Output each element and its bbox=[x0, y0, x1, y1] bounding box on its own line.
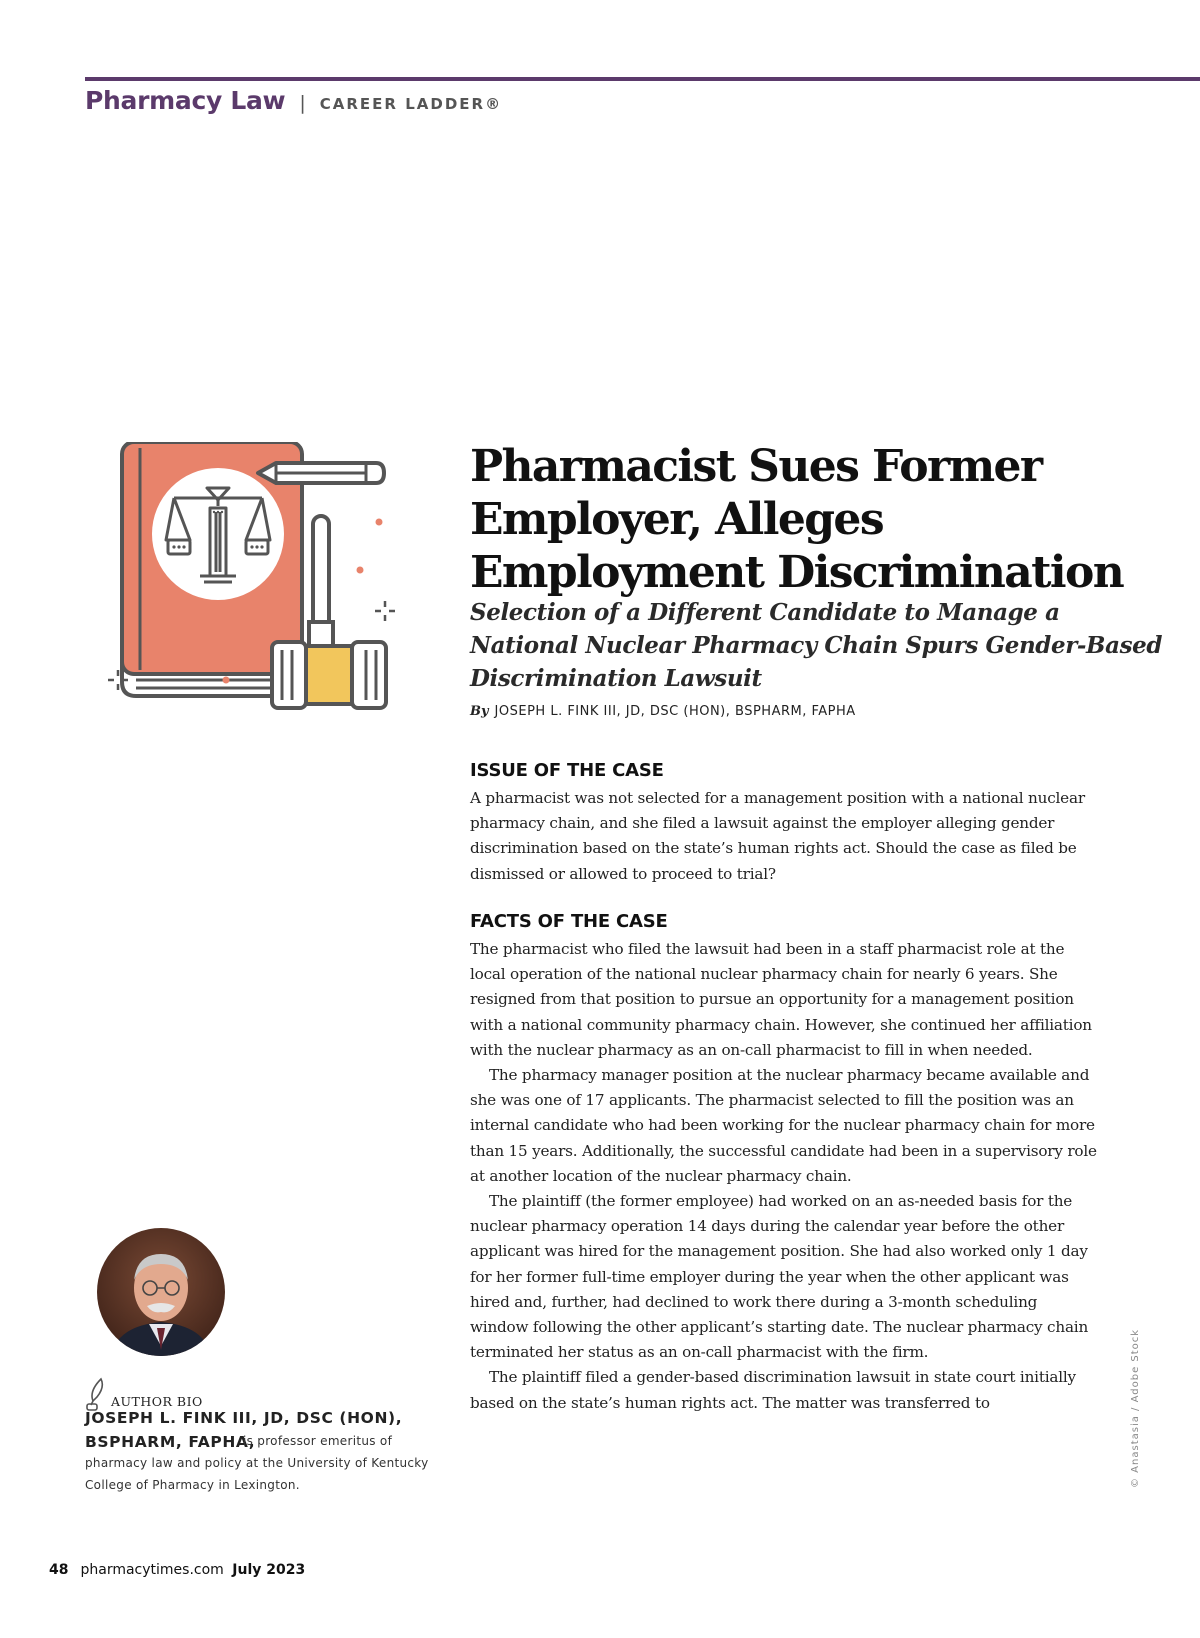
article-title: Pharmacist Sues Former Employer, Alleges Employment Discrimination bbox=[470, 441, 1124, 598]
byline-prefix: By bbox=[470, 704, 489, 719]
paragraph: The pharmacist who filed the lawsuit had been in a staff pharmacist role at the local operation of the national nuclear pharmacy chain for nearly 6 years. She resigned from that position to pursue an opportunity for a management position with a national community pharmacy chain. However, she continued her affiliation with the nuclear pharmacy as an on-call pharmacist to fill in when needed. bbox=[470, 940, 1092, 1059]
article-subtitle: Selection of a Different Candidate to Manage a National Nuclear Pharmacy Chain Spurs Gender-Based Discrimination Lawsuit bbox=[470, 599, 1163, 692]
section-body-issue bbox=[470, 786, 1100, 887]
author-photo bbox=[97, 1228, 225, 1356]
paragraph: The plaintiff (the former employee) had worked on an as-needed basis for the nuclear pharmacy operation 14 days during the calendar year before the other applicant was hired for the management position. She had also worked only 1 day for her former full-time employer during the year when the other applicant was hired and, further, had declined to work there during a 3-month scheduling window following the other applicant’s starting date. The nuclear pharmacy chain terminated her status as an on-call pharmacist with the firm. bbox=[470, 1192, 1089, 1362]
byline bbox=[470, 703, 856, 719]
page-number: 48 bbox=[49, 1562, 69, 1578]
author-bio-name: JOSEPH L. FINK III, JD, DSC (HON), BSPHARM, FAPHA, bbox=[85, 1409, 403, 1451]
page-footer bbox=[49, 1562, 305, 1578]
page-header bbox=[85, 86, 502, 115]
section-heading-issue: ISSUE OF THE CASE bbox=[470, 760, 664, 781]
footer-website: pharmacytimes.com bbox=[80, 1562, 224, 1578]
author-bio-label: AUTHOR BIO bbox=[111, 1394, 203, 1409]
column-name: CAREER LADDER® bbox=[319, 95, 503, 113]
section-name: Pharmacy Law bbox=[85, 86, 286, 115]
footer-issue: July 2023 bbox=[232, 1562, 306, 1578]
pencil-icon bbox=[254, 459, 388, 487]
section-heading-facts: FACTS OF THE CASE bbox=[470, 911, 668, 932]
paragraph: A pharmacist was not selected for a management position with a national nuclear pharmacy chain, and she filed a lawsuit against the employer alleging gender discrimination based on the state’s human rights act. Should the case as filed be dismissed or allowed to proceed to trial? bbox=[470, 789, 1085, 883]
image-credit: © Anastasia / Adobe Stock bbox=[1130, 1328, 1141, 1488]
paragraph: The pharmacy manager position at the nuclear pharmacy became available and she was one of 17 applicants. The pharmacist selected to fill the position was an internal candidate who had been working for the nuclear pharmacy chain for more than 15 years. Additionally, the successful candidate had been in a supervisory role at another location of the nuclear pharmacy chain. bbox=[470, 1066, 1097, 1185]
section-body-facts bbox=[470, 937, 1100, 1416]
header-rule bbox=[85, 77, 1200, 81]
author-bio-text: is professor emeritus of pharmacy law and policy at the University of Kentucky College of Pharmacy in Lexington. bbox=[85, 1434, 429, 1492]
header-separator: | bbox=[299, 92, 306, 114]
paragraph: The plaintiff filed a gender-based discrimination lawsuit in state court initially based on the state’s human rights act. The matter was transferred to bbox=[470, 1368, 1076, 1412]
byline-author: JOSEPH L. FINK III, JD, DSC (HON), BSPHARM, FAPHA bbox=[494, 704, 856, 719]
